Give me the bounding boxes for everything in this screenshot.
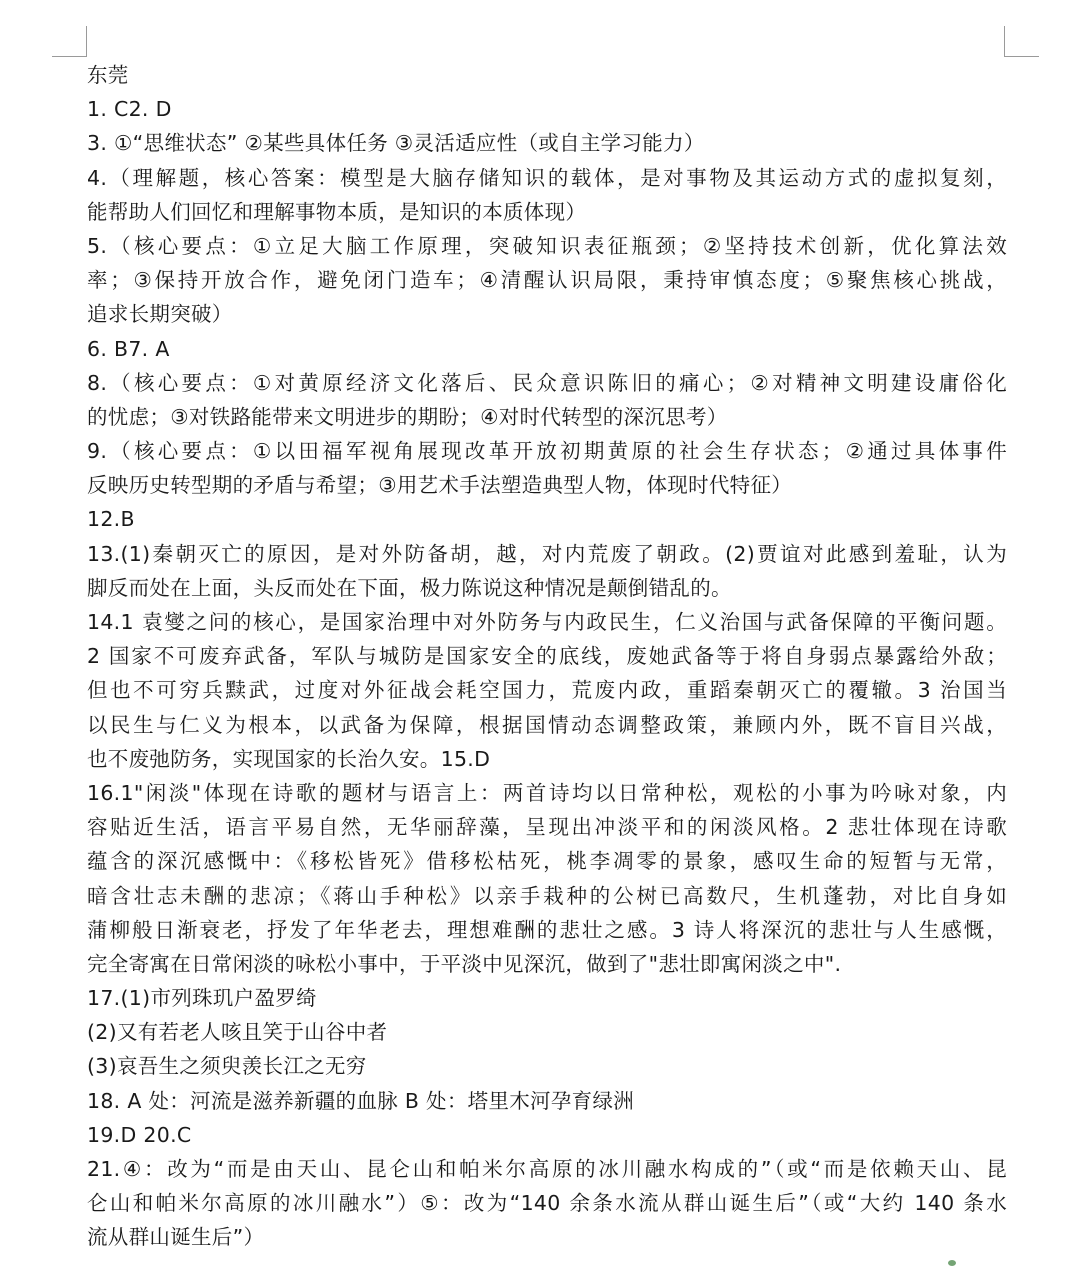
text-line: 2 国家不可废弃武备，军队与城防是国家安全的底线，废她武备等于将自身弱点暴露给外敌； <box>87 644 1007 669</box>
text-line: (2)又有若老人咳且笑于山谷中者 <box>87 1020 388 1045</box>
text-line: 16.1"闲淡"体现在诗歌的题材与语言上：两首诗均以日常种松，观松的小事为吟咏对象，内 <box>87 780 1007 805</box>
text-line: 3. ①“思维状态” ②某些具体任务 ③灵活适应性（或自主学习能力） <box>87 131 705 156</box>
text-line: 但也不可穷兵黩武，过度对外征战会耗空国力，荒废内政，重蹈秦朝灭亡的覆辙。3 治国当 <box>87 678 1007 703</box>
text-line: 能帮助人们回忆和理解事物本质，是知识的本质体现） <box>87 199 587 224</box>
text-line: (3)哀吾生之须臾羡长江之无穷 <box>87 1054 367 1079</box>
text-line: 8.（核心要点：①对黄原经济文化落后、民众意识陈旧的痛心；②对精神文明建设庸俗化 <box>87 370 1007 395</box>
text-line: 19.D 20.C <box>87 1122 192 1147</box>
crop-mark-top-left <box>52 26 87 57</box>
text-line: 17.(1)市列珠玑户盈罗绮 <box>87 986 317 1011</box>
text-line: 完全寄寓在日常闲淡的咏松小事中，于平淡中见深沉，做到了"悲壮即寓闲淡之中". <box>87 951 842 976</box>
text-line: 东莞 <box>87 63 129 87</box>
text-line: 14.1 袁燮之问的核心，是国家治理中对外防务与内政民生，仁义治国与武备保障的平衡问题。 <box>87 610 1007 634</box>
text-line: 追求长期突破） <box>87 302 233 327</box>
cursor-dot <box>948 1260 956 1266</box>
text-line: 以民生与仁义为根本，以武备为保障，根据国情动态调整政策，兼顾内外，既不盲目兴战， <box>87 712 1007 737</box>
text-line: 蕴含的深沉感慨中：《移松皆死》借移松枯死，桃李凋零的景象，感叹生命的短暂与无常， <box>87 849 1007 874</box>
text-line: 反映历史转型期的矛盾与希望；③用艺术手法塑造典型人物，体现时代特征） <box>87 473 793 498</box>
text-line: 6. B7. A <box>87 336 170 361</box>
text-line: 1. C2. D <box>87 97 172 122</box>
text-line: 流从群山诞生后”） <box>87 1225 265 1250</box>
text-line: 率；③保持开放合作，避免闭门造车；④清醒认识局限，秉持审慎态度；⑤聚焦核心挑战， <box>87 268 1007 293</box>
text-line: 脚反而处在上面，头反而处在下面，极力陈说这种情况是颠倒错乱的。 <box>87 575 732 600</box>
text-line: 暗含壮志未酬的悲凉；《蒋山手种松》以亲手栽种的公树已高数尺，生机蓬勃，对比自身如 <box>87 883 1007 908</box>
text-line: 容贴近生活，语言平易自然，无华丽辞藻，呈现出冲淡平和的闲淡风格。2 悲壮体现在诗歌 <box>87 815 1007 840</box>
text-line: 12.B <box>87 507 135 532</box>
document-body <box>87 58 1007 1255</box>
text-line: 4.（理解题，核心答案：模型是大脑存储知识的载体，是对事物及其运动方式的虚拟复刻， <box>87 165 1007 190</box>
text-line: 蒲柳般日渐衰老，抒发了年华老去，理想难酬的悲壮之感。3 诗人将深沉的悲壮与人生感慨， <box>87 917 1007 942</box>
text-line: 5.（核心要点：①立足大脑工作原理，突破知识表征瓶颈；②坚持技术创新，优化算法效 <box>87 233 1007 258</box>
text-line: 的忧虑；③对铁路能带来文明进步的期盼；④对时代转型的深沉思考） <box>87 404 728 429</box>
text-line: 9.（核心要点：①以田福军视角展现改革开放初期黄原的社会生存状态；②通过具体事件 <box>87 439 1007 464</box>
crop-mark-top-right <box>1004 26 1039 57</box>
text-line: 13.(1)秦朝灭亡的原因，是对外防备胡，越，对内荒废了朝政。(2)贾谊对此感到羞耻，认为 <box>87 541 1007 566</box>
text-line: 也不废弛防务，实现国家的长治久安。15.D <box>87 746 491 771</box>
text-line: 21.④：改为“而是由天山、昆仑山和帕米尔高原的冰川融水构成的”（或“而是依赖天山、昆 <box>87 1157 1007 1181</box>
text-line: 18. A 处：河流是滋养新疆的血脉 B 处：塔里木河孕育绿洲 <box>87 1088 635 1113</box>
text-line: 仑山和帕米尔高原的冰川融水”）⑤：改为“140 余条水流从群山诞生后”（或“大约 140 条水 <box>87 1191 1007 1216</box>
